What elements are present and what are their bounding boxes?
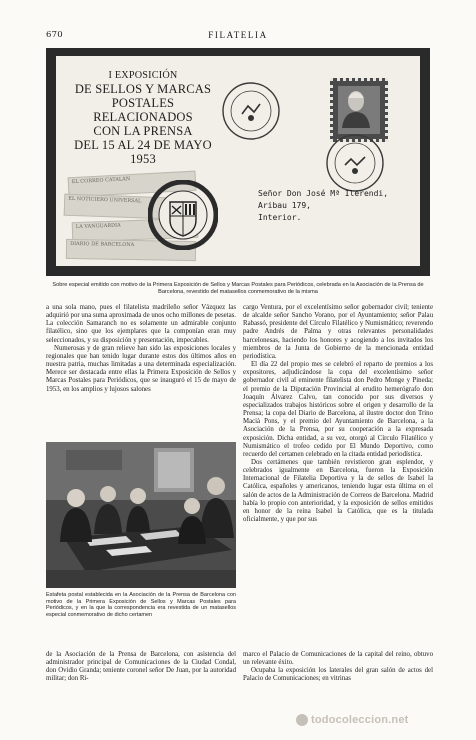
body-text-left-top xyxy=(46,304,236,440)
address-line: Aribau 179, xyxy=(258,201,311,210)
title-line: POSTALES xyxy=(111,96,175,111)
title-line: DEL 15 AL 24 DE MAYO xyxy=(74,138,212,153)
photo-caption: Estafeta postal establecida en la Asociación de la Prensa de Barcelona con motivo de la Primera Exposición de Sellos y Marcas Postales para Periódicos, y en la que la correspondencia era revestida de un matasellos especial conmemorativo de dicho certamen xyxy=(46,592,236,619)
press-association-seal-icon xyxy=(148,180,218,250)
recipient-address xyxy=(258,188,388,224)
body-text-left-bottom xyxy=(46,651,236,723)
title-line: I EXPOSICIÓN xyxy=(108,70,178,81)
portrait-icon xyxy=(338,86,374,128)
newspaper-clipping: LA VANGUARDIA xyxy=(72,218,199,242)
newspaper-clipping: DIARIO DE BARCELONA xyxy=(66,239,196,261)
address-line: Señor Don José Mª Ilerendi, xyxy=(258,189,389,198)
commemorative-envelope xyxy=(56,56,420,266)
watermark xyxy=(296,714,409,726)
paragraph: El día 22 del propio mes se celebró el reparto de premios a los expositores, adjudicándose la copa del excelentísimo señor gobernador civil al eminente filatelista don Pedro Monge y Pineda; el premio de la Diputación Provincial al erudito hemerógrafo don Joaquín Álvarez Calvo, tan conocido por sus diversos y especializados trabajos históricos sobre el origen y desarrollo de la Prensa; la copa del Diario de Barcelona, al ilustre doctor don Trino Macià Pons, y el premio del Ayuntamiento de Barcelona, a la Asociación de la Prensa, por su cooperación a la expresada exposición. Dicha entidad, a su vez, otorgó al Círculo Filatélico y Numismático el trofeo cedido por El Mundo Deportivo, como recuerdo del certamen celebrado en la citada entidad periodística. xyxy=(243,361,433,458)
paragraph: cargo Ventura, por el excelentísimo señor gobernador civil; teniente de alcalde señor Sancho Vorano, por el Ayuntamiento; señor Palau Rabassó, presidente del Círculo Filatélico y Numismático; reverendo padre Andrés de Palma y otras relevantes personalidades barcelonesas, haciendo los honores y acogiendo a los invitados los miembros de la Junta de Gobierno de la mencionada entidad periodística. xyxy=(243,304,433,360)
stamp-portrait xyxy=(338,86,380,134)
title-line: DE SELLOS Y MARCAS xyxy=(74,82,212,97)
title-line: RELACIONADOS xyxy=(93,110,193,125)
post-office-photo xyxy=(46,442,236,588)
body-text-right xyxy=(243,304,433,644)
title-line: 1953 xyxy=(130,152,156,167)
paragraph: Numerosas y de gran relieve han sido las exposiciones locales y regionales que han tenido lugar durante estos dos últimos años en nuestra patria, muchas limitadas a una determinada especialización. Merece ser destacada entre ellas la Primera Exposición de Sellos y Marcas Postales para Periódicos, que se inauguró el 15 de mayo de 1953, en los amplios y lujosos salones xyxy=(46,344,236,393)
body-text-right-bottom xyxy=(243,651,433,723)
post-office-scene xyxy=(46,442,236,588)
paragraph: a una sola mano, pues el filatelista madrileño señor Vázquez las adquirió por una suma aproximada de unos ocho millones de pesetas. La colección Samaranch no es solamente un admirable conjunto filatélico, sino que los ejemplares que la componían eran muy seleccionados, y su disposición y presentación, impecables. xyxy=(46,304,236,344)
title-line: CON LA PRENSA xyxy=(93,124,193,139)
newspaper-clipping: EL NOTICIERO UNIVERSAL xyxy=(64,194,199,221)
paragraph: Dos certámenes que también revistieron gran esplendor, y celebrados igualmente en Barcelona, fueron la Exposición Internacional de Filatelia Deportiva y la de sellos de Isabel la Católica, españoles y americanos, teniendo lugar esta última en el salón de actos de la Administración de Correos de Barcelona. Madrid había lo propio con anterioridad, y la exposición de sellos emitidos en honor de la reina Isabel la Católica, que es la titulada oficialmente, y que por sus xyxy=(243,458,433,524)
newspaper-clipping: EL CORREO CATALÁN xyxy=(68,171,197,198)
page-number: 670 xyxy=(46,30,63,40)
postmark-icon xyxy=(324,132,386,194)
running-head: FILATELIA xyxy=(208,30,268,40)
watermark-text: todocoleccion.net xyxy=(311,714,409,726)
envelope-photo xyxy=(46,48,430,276)
paragraph: de la Asociación de la Prensa de Barcelona, con asistencia del administrador principal de Comunicaciones de la Ciudad Condal, don Ovidio Granda; teniente coronel señor De Juan, por la autoridad militar; don Ri- xyxy=(46,651,236,683)
postmark-icon xyxy=(220,80,282,142)
watermark-logo-icon xyxy=(296,714,308,726)
paragraph: marco el Palacio de Comunicaciones de la capital del reino, obtuvo un relevante éxito. xyxy=(243,651,433,667)
address-line: Interior. xyxy=(258,213,302,222)
envelope-caption: Sobre especial emitido con motivo de la Primera Exposición de Sellos y Marcas Postales para Periódicos, celebrada en la Asociación de la Prensa de Barcelona, revestido del matasellos conmemorativo de la misma xyxy=(52,282,424,295)
paragraph: Ocupaba la exposición los laterales del gran salón de actos del Palacio de Comunicaciones; en vitrinas xyxy=(243,667,433,683)
exhibition-title xyxy=(68,70,218,166)
